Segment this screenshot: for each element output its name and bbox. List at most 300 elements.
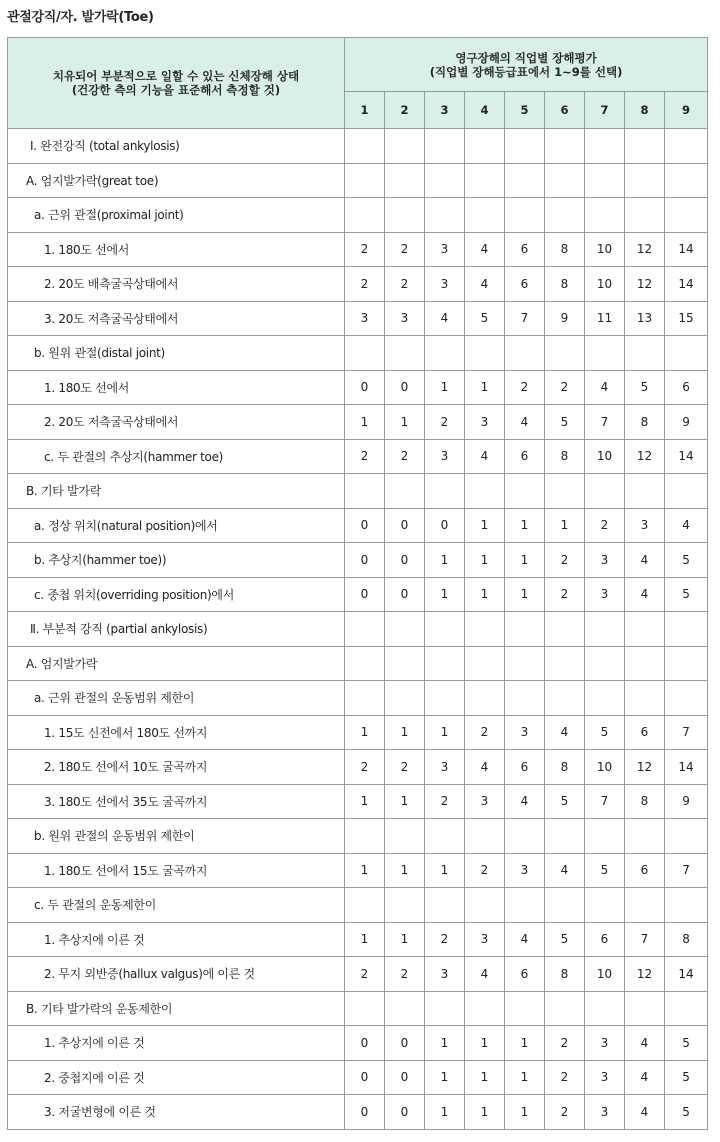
- grade-cell: [425, 129, 465, 164]
- grade-cell: 4: [465, 267, 505, 302]
- grade-cell: [425, 163, 465, 198]
- grade-cell: [465, 198, 505, 233]
- grade-cell: 1: [505, 1060, 545, 1095]
- grade-cell: 1: [465, 1095, 505, 1130]
- grade-cell: [545, 129, 585, 164]
- grade-cell: [665, 129, 708, 164]
- grade-cell: 14: [665, 750, 708, 785]
- grade-cell: 9: [665, 405, 708, 440]
- grade-cell: 1: [465, 543, 505, 578]
- grade-cell: 4: [625, 1026, 665, 1061]
- grade-cell: [345, 991, 385, 1026]
- grade-cell: 0: [425, 508, 465, 543]
- grade-cell: 1: [385, 922, 425, 957]
- grade-cell: 9: [545, 301, 585, 336]
- table-row: [8, 888, 708, 923]
- table-row: [8, 853, 708, 888]
- grade-column-2: 2: [385, 92, 425, 129]
- grade-cell: 13: [625, 301, 665, 336]
- grade-cell: 4: [545, 853, 585, 888]
- grade-cell: 12: [625, 267, 665, 302]
- grade-cell: 14: [665, 267, 708, 302]
- grade-cell: 8: [545, 267, 585, 302]
- grade-cell: 4: [465, 750, 505, 785]
- grade-cell: 1: [385, 405, 425, 440]
- grade-cell: 4: [465, 232, 505, 267]
- row-label: 1. 180도 선에서: [8, 232, 345, 267]
- grade-cell: [505, 198, 545, 233]
- grade-cell: 3: [585, 577, 625, 612]
- grade-cell: [505, 474, 545, 509]
- grade-cell: [625, 991, 665, 1026]
- table-row: [8, 267, 708, 302]
- grade-cell: 3: [585, 1060, 625, 1095]
- grade-cell: [505, 612, 545, 647]
- grade-cell: 2: [345, 750, 385, 785]
- table-row: [8, 198, 708, 233]
- grade-cell: 2: [425, 922, 465, 957]
- grade-cell: 2: [545, 370, 585, 405]
- table-row: [8, 474, 708, 509]
- rating-column-header: [345, 38, 708, 92]
- grade-cell: [425, 888, 465, 923]
- row-label: 3. 180도 선에서 35도 굴곡까지: [8, 784, 345, 819]
- row-label: b. 원위 관절의 운동범위 제한이: [8, 819, 345, 854]
- table-row: [8, 784, 708, 819]
- grade-cell: [545, 888, 585, 923]
- grade-cell: 2: [545, 1095, 585, 1130]
- grade-cell: [585, 612, 625, 647]
- row-label: 2. 중첩지에 이른 것: [8, 1060, 345, 1095]
- grade-cell: 1: [465, 1060, 505, 1095]
- table-row: [8, 301, 708, 336]
- grade-cell: 7: [665, 715, 708, 750]
- grade-cell: [625, 612, 665, 647]
- grade-cell: 3: [505, 715, 545, 750]
- grade-cell: 1: [345, 405, 385, 440]
- grade-cell: [545, 612, 585, 647]
- grade-cell: [665, 819, 708, 854]
- grade-cell: 6: [505, 232, 545, 267]
- table-row: [8, 232, 708, 267]
- grade-cell: [625, 474, 665, 509]
- grade-cell: [585, 129, 625, 164]
- grade-cell: 1: [465, 577, 505, 612]
- grade-cell: [545, 163, 585, 198]
- grade-cell: 5: [545, 405, 585, 440]
- grade-cell: 2: [425, 405, 465, 440]
- grade-cell: [585, 991, 625, 1026]
- grade-cell: 1: [345, 922, 385, 957]
- grade-cell: 3: [465, 784, 505, 819]
- grade-cell: 4: [465, 439, 505, 474]
- grade-cell: 5: [665, 543, 708, 578]
- grade-cell: 2: [465, 853, 505, 888]
- condition-header-line1: 치유되어 부분적으로 일할 수 있는 신체장해 상태: [52, 69, 300, 83]
- grade-cell: 4: [625, 1060, 665, 1095]
- grade-cell: 1: [345, 715, 385, 750]
- row-label: A. 엄지발가락(great toe): [8, 163, 345, 198]
- grade-cell: 0: [385, 508, 425, 543]
- grade-cell: [625, 888, 665, 923]
- table-row: [8, 1095, 708, 1130]
- grade-cell: 1: [505, 577, 545, 612]
- row-label: 1. 180도 선에서: [8, 370, 345, 405]
- condition-column-header: [8, 38, 345, 129]
- grade-cell: [345, 163, 385, 198]
- grade-cell: 10: [585, 267, 625, 302]
- grade-cell: [345, 888, 385, 923]
- grade-cell: 1: [465, 508, 505, 543]
- grade-cell: [345, 198, 385, 233]
- grade-cell: 1: [545, 508, 585, 543]
- grade-cell: [585, 819, 625, 854]
- row-label: 2. 무지 외반증(hallux valgus)에 이른 것: [8, 957, 345, 992]
- row-label: c. 중첩 위치(overriding position)에서: [8, 577, 345, 612]
- grade-cell: 5: [545, 784, 585, 819]
- grade-cell: [505, 646, 545, 681]
- grade-cell: 14: [665, 957, 708, 992]
- grade-cell: 0: [345, 577, 385, 612]
- grade-cell: 8: [545, 232, 585, 267]
- grade-cell: 14: [665, 232, 708, 267]
- grade-cell: 4: [465, 957, 505, 992]
- grade-cell: [345, 681, 385, 716]
- grade-cell: 6: [585, 922, 625, 957]
- grade-cell: 2: [585, 508, 625, 543]
- grade-cell: 1: [505, 508, 545, 543]
- grade-cell: [465, 681, 505, 716]
- grade-cell: [585, 336, 625, 371]
- row-label: 1. 15도 신전에서 180도 선까지: [8, 715, 345, 750]
- grade-cell: [665, 474, 708, 509]
- grade-cell: 1: [505, 1095, 545, 1130]
- grade-cell: 1: [465, 1026, 505, 1061]
- grade-cell: [465, 474, 505, 509]
- grade-cell: [385, 129, 425, 164]
- grade-cell: 3: [505, 853, 545, 888]
- grade-cell: 8: [545, 957, 585, 992]
- grade-cell: [505, 129, 545, 164]
- grade-cell: 4: [505, 922, 545, 957]
- table-row: [8, 681, 708, 716]
- page-title: 관절강직/자. 발가락(Toe): [7, 10, 154, 25]
- grade-cell: 6: [505, 750, 545, 785]
- row-label: 1. 추상지에 이른 것: [8, 1026, 345, 1061]
- row-label: a. 근위 관절(proximal joint): [8, 198, 345, 233]
- table-row: [8, 439, 708, 474]
- grade-cell: 6: [505, 267, 545, 302]
- grade-cell: 11: [585, 301, 625, 336]
- grade-cell: 1: [385, 853, 425, 888]
- grade-cell: [345, 336, 385, 371]
- table-row: [8, 715, 708, 750]
- grade-cell: 0: [345, 1060, 385, 1095]
- grade-cell: 7: [585, 405, 625, 440]
- grade-cell: 5: [665, 1095, 708, 1130]
- row-label: 2. 20도 저측굴곡상태에서: [8, 405, 345, 440]
- condition-header-line2: (건강한 측의 기능을 표준해서 측정할 것): [71, 83, 281, 97]
- grade-cell: [465, 612, 505, 647]
- grade-cell: [625, 819, 665, 854]
- grade-cell: 5: [665, 1060, 708, 1095]
- grade-column-9: 9: [665, 92, 708, 129]
- grade-cell: 6: [505, 439, 545, 474]
- grade-cell: 3: [625, 508, 665, 543]
- grade-column-6: 6: [545, 92, 585, 129]
- grade-cell: 0: [385, 1060, 425, 1095]
- grade-cell: 1: [345, 784, 385, 819]
- grade-cell: 2: [545, 577, 585, 612]
- grade-cell: 0: [385, 370, 425, 405]
- grade-cell: 12: [625, 750, 665, 785]
- grade-cell: 3: [585, 1026, 625, 1061]
- grade-cell: [385, 612, 425, 647]
- grade-cell: [345, 646, 385, 681]
- grade-cell: 1: [425, 715, 465, 750]
- grade-cell: 7: [585, 784, 625, 819]
- grade-cell: 2: [345, 957, 385, 992]
- grade-cell: 2: [345, 232, 385, 267]
- table-row: [8, 922, 708, 957]
- grade-cell: [545, 646, 585, 681]
- grade-cell: 5: [585, 715, 625, 750]
- grade-cell: 7: [665, 853, 708, 888]
- table-row: [8, 750, 708, 785]
- grade-cell: 10: [585, 750, 625, 785]
- grade-cell: [465, 336, 505, 371]
- grade-cell: [465, 819, 505, 854]
- grade-cell: 7: [505, 301, 545, 336]
- grade-cell: 3: [425, 232, 465, 267]
- grade-cell: [665, 681, 708, 716]
- grade-cell: 5: [625, 370, 665, 405]
- grade-cell: [385, 888, 425, 923]
- grade-cell: 1: [425, 543, 465, 578]
- grade-cell: [385, 681, 425, 716]
- grade-cell: 10: [585, 232, 625, 267]
- grade-cell: 2: [385, 267, 425, 302]
- grade-cell: [585, 681, 625, 716]
- grade-cell: 1: [505, 1026, 545, 1061]
- grade-cell: [505, 888, 545, 923]
- grade-cell: 1: [465, 370, 505, 405]
- row-label: 1. 추상지에 이른 것: [8, 922, 345, 957]
- grade-cell: [465, 129, 505, 164]
- grade-cell: 2: [425, 784, 465, 819]
- grade-cell: [665, 991, 708, 1026]
- row-label: b. 추상지(hammer toe)): [8, 543, 345, 578]
- row-label: 3. 저굴변형에 이른 것: [8, 1095, 345, 1130]
- grade-cell: 6: [665, 370, 708, 405]
- grade-cell: 5: [465, 301, 505, 336]
- grade-cell: 3: [585, 543, 625, 578]
- grade-cell: [665, 336, 708, 371]
- grade-cell: [665, 163, 708, 198]
- grade-column-1: 1: [345, 92, 385, 129]
- grade-cell: [665, 198, 708, 233]
- grade-cell: [625, 646, 665, 681]
- grade-cell: 12: [625, 957, 665, 992]
- row-label: c. 두 관절의 추상지(hammer toe): [8, 439, 345, 474]
- grade-cell: [625, 681, 665, 716]
- row-label: B. 기타 발가락: [8, 474, 345, 509]
- grade-cell: [385, 198, 425, 233]
- grade-cell: [425, 474, 465, 509]
- grade-cell: [585, 163, 625, 198]
- grade-cell: 8: [625, 784, 665, 819]
- grade-cell: 3: [425, 439, 465, 474]
- grade-cell: [545, 681, 585, 716]
- row-label: 2. 180도 선에서 10도 굴곡까지: [8, 750, 345, 785]
- grade-cell: 4: [545, 715, 585, 750]
- table-row: [8, 819, 708, 854]
- grade-cell: 2: [385, 750, 425, 785]
- row-label: A. 엄지발가락: [8, 646, 345, 681]
- grade-column-5: 5: [505, 92, 545, 129]
- grade-column-3: 3: [425, 92, 465, 129]
- grade-cell: [385, 336, 425, 371]
- grade-cell: [425, 991, 465, 1026]
- grade-cell: [425, 198, 465, 233]
- table-row: [8, 336, 708, 371]
- grade-cell: 1: [425, 370, 465, 405]
- grade-cell: [425, 336, 465, 371]
- grade-cell: 2: [545, 1026, 585, 1061]
- grade-cell: [385, 646, 425, 681]
- grade-cell: 1: [385, 715, 425, 750]
- grade-cell: 0: [345, 543, 385, 578]
- grade-cell: 2: [345, 267, 385, 302]
- grade-cell: [625, 129, 665, 164]
- row-label: a. 정상 위치(natural position)에서: [8, 508, 345, 543]
- disability-rating-table: [7, 37, 708, 1130]
- grade-cell: 10: [585, 957, 625, 992]
- grade-cell: 0: [385, 1026, 425, 1061]
- row-label: Ⅱ. 부분적 강직 (partial ankylosis): [8, 612, 345, 647]
- rating-header-line2: (직업별 장해등급표에서 1~9를 선택): [429, 64, 623, 79]
- grade-cell: 0: [385, 543, 425, 578]
- grade-cell: [385, 819, 425, 854]
- grade-cell: [465, 888, 505, 923]
- grade-cell: [545, 336, 585, 371]
- table-row: [8, 646, 708, 681]
- grade-cell: 0: [385, 1095, 425, 1130]
- grade-cell: [465, 646, 505, 681]
- grade-cell: 4: [505, 784, 545, 819]
- grade-cell: [385, 163, 425, 198]
- grade-cell: 8: [545, 750, 585, 785]
- grade-cell: 3: [345, 301, 385, 336]
- table-row: [8, 991, 708, 1026]
- grade-cell: [665, 612, 708, 647]
- grade-cell: 2: [505, 370, 545, 405]
- grade-cell: [425, 819, 465, 854]
- grade-cell: 5: [585, 853, 625, 888]
- grade-cell: [585, 198, 625, 233]
- grade-cell: 2: [465, 715, 505, 750]
- grade-cell: 14: [665, 439, 708, 474]
- grade-cell: 4: [625, 543, 665, 578]
- grade-cell: [505, 163, 545, 198]
- grade-cell: 8: [665, 922, 708, 957]
- grade-cell: 6: [505, 957, 545, 992]
- grade-cell: 4: [625, 1095, 665, 1130]
- table-row: [8, 508, 708, 543]
- grade-cell: 8: [545, 439, 585, 474]
- grade-cell: 1: [345, 853, 385, 888]
- grade-cell: 6: [625, 715, 665, 750]
- grade-cell: [625, 336, 665, 371]
- grade-cell: 4: [665, 508, 708, 543]
- grade-cell: 4: [505, 405, 545, 440]
- grade-cell: 15: [665, 301, 708, 336]
- grade-cell: 9: [665, 784, 708, 819]
- grade-cell: [545, 819, 585, 854]
- grade-cell: [585, 888, 625, 923]
- grade-cell: [505, 681, 545, 716]
- row-label: 2. 20도 배측굴곡상태에서: [8, 267, 345, 302]
- grade-cell: 2: [385, 232, 425, 267]
- grade-column-8: 8: [625, 92, 665, 129]
- grade-cell: 7: [625, 922, 665, 957]
- grade-cell: 2: [545, 543, 585, 578]
- table-row: [8, 577, 708, 612]
- grade-cell: [545, 991, 585, 1026]
- table-row: [8, 405, 708, 440]
- grade-cell: 2: [345, 439, 385, 474]
- grade-cell: 1: [425, 853, 465, 888]
- rating-header-line1: 영구장해의 직업별 장해평가: [455, 50, 597, 65]
- grade-cell: 3: [585, 1095, 625, 1130]
- table-row: [8, 163, 708, 198]
- grade-cell: 5: [665, 1026, 708, 1061]
- grade-cell: 1: [425, 577, 465, 612]
- grade-cell: 4: [625, 577, 665, 612]
- grade-cell: 3: [465, 405, 505, 440]
- grade-cell: [425, 612, 465, 647]
- grade-cell: 0: [345, 1095, 385, 1130]
- grade-cell: [385, 474, 425, 509]
- grade-cell: [385, 991, 425, 1026]
- grade-cell: 1: [385, 784, 425, 819]
- grade-cell: [665, 646, 708, 681]
- row-label: 3. 20도 저측굴곡상태에서: [8, 301, 345, 336]
- grade-cell: 2: [545, 1060, 585, 1095]
- grade-cell: [585, 474, 625, 509]
- grade-cell: 10: [585, 439, 625, 474]
- table-row: [8, 370, 708, 405]
- grade-cell: 3: [465, 922, 505, 957]
- grade-cell: [505, 336, 545, 371]
- grade-cell: [345, 819, 385, 854]
- row-label: b. 원위 관절(distal joint): [8, 336, 345, 371]
- row-label: B. 기타 발가락의 운동제한이: [8, 991, 345, 1026]
- grade-cell: 1: [425, 1026, 465, 1061]
- grade-cell: 6: [625, 853, 665, 888]
- grade-cell: 0: [385, 577, 425, 612]
- grade-cell: 12: [625, 232, 665, 267]
- table-row: [8, 543, 708, 578]
- table-row: [8, 612, 708, 647]
- grade-cell: [505, 819, 545, 854]
- grade-cell: 1: [425, 1095, 465, 1130]
- grade-cell: 0: [345, 1026, 385, 1061]
- grade-cell: [625, 198, 665, 233]
- table-row: [8, 129, 708, 164]
- grade-cell: 2: [385, 957, 425, 992]
- grade-cell: 1: [425, 1060, 465, 1095]
